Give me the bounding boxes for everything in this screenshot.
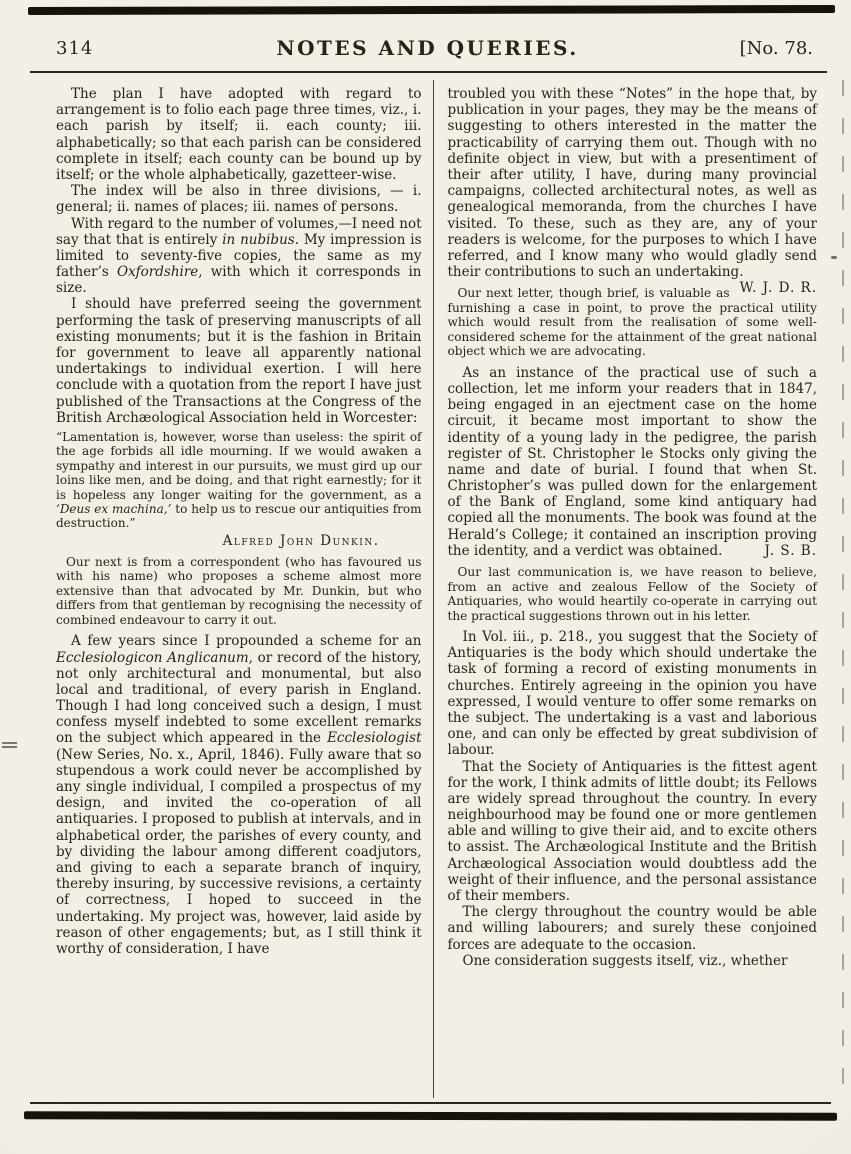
bottom-rule-thin [30, 1102, 831, 1104]
left-column [46, 80, 434, 1098]
correspondent-initials: W. J. D. R. [739, 280, 817, 297]
paragraph: A few years since I propounded a scheme for an Ecclesiologicon Anglicanum, or record of the history, not only architectural and monumental, but also local and traditional, of every parish in England. Though I had long conceived such a design, I must confess myself indebted to some excellent remarks on the subject which appeared in the Ecclesiologist (New Series, No. x., April, 1846). Fully aware that so stupendous a work could never be accomplished by any single individual, I compiled a prospectus of my design, and invited the co-operation of all antiquaries. I proposed to publish at intervals, and in alphabetical order, the parishes of every county, and by dividing the labour among different coadjutors, and giving to each a separate branch of inquiry, thereby insuring, by successive revisions, a certainty of correctness, I hoped to succeed in the undertaking. My project was, however, laid aside by reason of other engagements; but, as I still think it worthy of consideration, I have [56, 633, 422, 957]
right-column [434, 80, 822, 1098]
issue-number: [No. 78. [739, 38, 813, 59]
scan-artifact-right-margin [831, 256, 837, 259]
scan-artifact-right-edge [842, 80, 844, 1094]
paragraph: The clergy throughout the country would be able and willing labourers; and surely these conjoined forces are adequate to the occasion. [447, 904, 817, 953]
journal-title: NOTES AND QUERIES. [276, 36, 579, 60]
paragraph: One consideration suggests itself, viz., whether [462, 952, 788, 969]
paragraph: The index will be also in three divisions, — i. general; ii. names of places; iii. names of persons. [56, 183, 422, 216]
page-header [42, 36, 813, 66]
paragraph: As an instance of the practical use of such a collection, let me inform your readers that in 1847, being engaged in an ejectment case on the home circuit, it became most important to show the identity of a young lady in the pedigree, the parish register of St. Christopher le Stocks only giving the name and date of burial. I found that when St. Christopher’s was pulled down for the enlargement of the Bank of England, some kind antiquary had copied all the monuments. The book was found at the Herald’s College; it contained an inscription proving the identity, and a verdict was obtained. J. S. B. [447, 364, 817, 559]
bottom-rule-thick [24, 1111, 837, 1120]
block-quote: “Lamentation is, however, worse than useless: the spirit of the age forbids all idle mourning. If we would awaken a sympathy and interest in our pursuits, we must gird up our loins like men, and be doing, and that right earnestly; for it is hopeless any longer waiting for the government, as a ‘Deus ex machina,’ to help us to rescue our antiquities from destruction.” [56, 429, 422, 531]
editorial-note: Our last communication is, we have reason to believe, from an active and zealous Fellow of the Society of Antiquaries, who would heartily co-operate in carrying out the practical suggestions thrown out in his letter. [447, 565, 817, 623]
top-rule [28, 5, 835, 15]
paragraph: The plan I have adopted with regard to arrangement is to folio each page three times, viz., i. each parish by itself; ii. each county; iii. alphabetically; so that each parish can be considered complete in itself; each county can be bound up by itself; or the whole alphabetically, gazetteer-wise. [56, 86, 422, 183]
paragraph: With regard to the number of volumes,—I need not say that that is entirely in nubibus. My impression is limited to seventy-five copies, the same as my father’s Oxfordshire, with which it corresponds in size. [56, 215, 422, 297]
paragraph: troubled you with these “Notes” in the hope that, by publication in your pages, they may be the means of suggesting to others interested in the matter the practicability of carrying them out. Though with no definite object in view, but with a presentiment of their after utility, I have, during many provincial campaigns, collected architectural notes, as well as genealogical memoranda, from the churches I have visited. To these, such as they are, any of your readers is welcome, for the purposes to which I have referred, and I know many who would gladly send their contributions to such an undertaking. W. J. D. R. [447, 86, 817, 297]
page-number: 314 [56, 38, 94, 59]
page-body [46, 80, 821, 1098]
header-rule [30, 71, 827, 73]
paragraph: In Vol. iii., p. 218., you suggest that the Society of Antiquaries is the body which should undertake the task of forming a record of existing monuments in churches. Entirely agreeing in the opinion you have expressed, I would venture to offer some remarks on the subject. The undertaking is a vast and laborious one, and can only be effected by great subdivision of labour. [447, 629, 817, 759]
editorial-note: Our next is from a correspondent (who has favoured us with his name) who proposes a scheme almost more extensive than that advocated by Mr. Dunkin, but who differs from that gentleman by recognising the necessity of combined endeavour to carry it out. [56, 554, 422, 627]
paragraph: That the Society of Antiquaries is the fittest agent for the work, I think admits of little doubt; its Fellows are widely spread throughout the country. In every neighbourhood may be found one or more gentlemen able and willing to give their aid, and to excite others to assist. The Archæological Institute and the British Archæological Association would doubtless add the weight of their influence, and the personal assistance of their members. [447, 758, 817, 904]
signature-line: Alfred John Dunkin. [222, 532, 380, 549]
paragraph: I should have preferred seeing the government performing the task of preserving manuscripts of all existing monuments; but it is the fashion in Britain for government to leave all apparently national undertakings to individual exertion. I will here conclude with a quotation from the report I have just published of the Transactions at the Congress of the British Archæological Association held in Worcester: [56, 296, 422, 426]
editorial-note: Our next letter, though brief, is valuable as furnishing a case in point, to prove the practical utility which would result from the realisation of some well-considered scheme for the attainment of the great national object which we are advocating. [447, 286, 817, 359]
scan-artifact-left-margin [2, 742, 17, 748]
correspondent-initials: J. S. B. [764, 542, 817, 559]
